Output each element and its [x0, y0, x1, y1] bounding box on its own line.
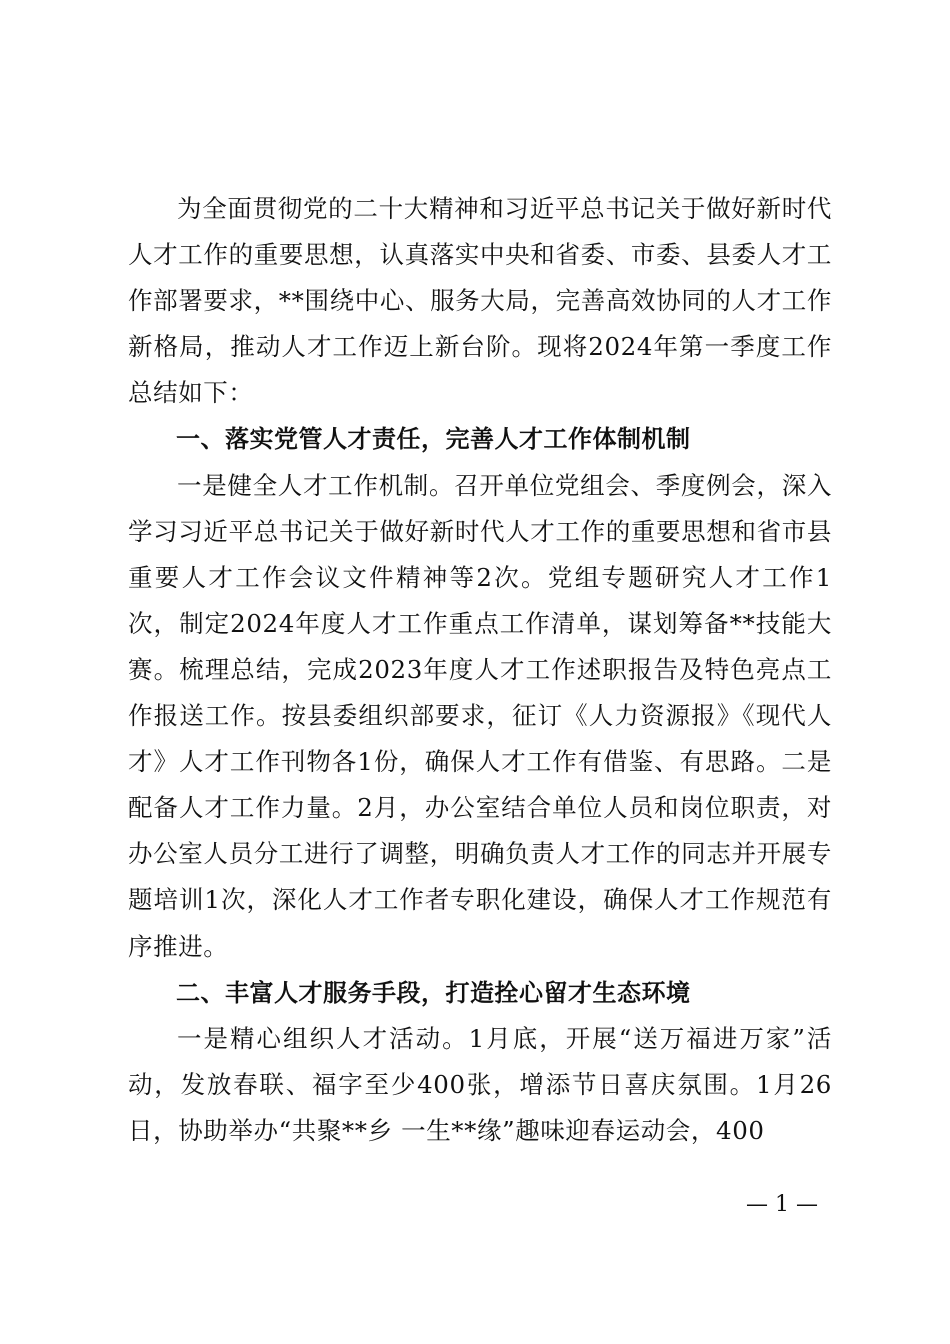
page-number: — 1 — — [746, 1192, 818, 1217]
section-heading-2: 二、丰富人才服务手段，打造拴心留才生态环境 — [176, 978, 691, 1007]
intro-paragraph: 为全面贯彻党的二十大精神和习近平总书记关于做好新时代人才工作的重要思想，认真落实中央和省委、市委、县委人才工作部署要求，**围绕中心、服务大局，完善高效协同的人才工作新格局，推动人才工作迈上新台阶。现将2024年第一季度工作总结如下： — [128, 194, 832, 408]
section-1-paragraph: 一是健全人才工作机制。召开单位党组会、季度例会，深入学习习近平总书记关于做好新时代人才工作的重要思想和省市县重要人才工作会议文件精神等2次。党组专题研究人才工作1次，制定2024年度人才工作重点工作清单，谋划筹备**技能大赛。梳理总结，完成2023年度人才工作述职报告及特色亮点工作报送工作。按县委组织部要求，征订《人力资源报》《现代人才》人才工作刊物各1份，确保人才工作有借鉴、有思路。二是配备人才工作力量。2月，办公室结合单位人员和岗位职责，对办公室人员分工进行了调整，明确负责人才工作的同志并开展专题培训1次，深化人才工作者专职化建设，确保人才工作规范有序推进。 — [128, 470, 832, 961]
section-2-paragraph: 一是精心组织人才活动。1月底，开展“送万福进万家”活动，发放春联、福字至少400张，增添节日喜庆氛围。1月26日，协助举办“共聚**乡 一生**缘”趣味迎春运动会，400 — [128, 1023, 832, 1145]
document-body — [128, 186, 832, 1154]
section-heading-1: 一、落实党管人才责任，完善人才工作体制机制 — [176, 425, 691, 454]
